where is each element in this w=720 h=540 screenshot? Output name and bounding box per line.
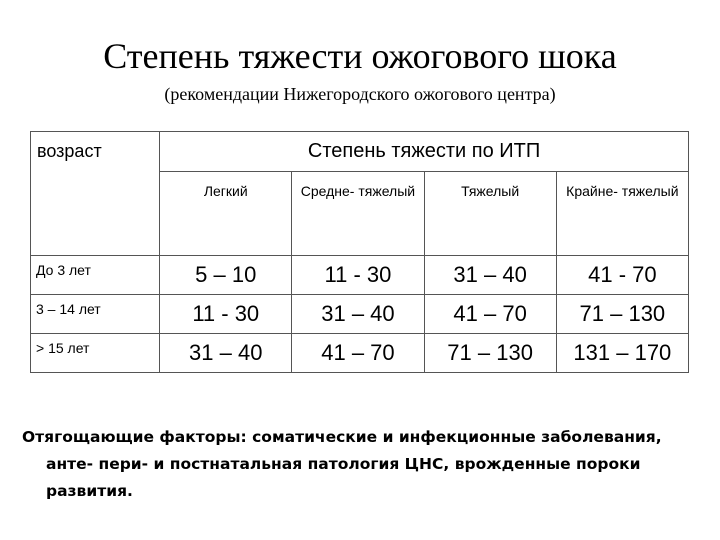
aggravating-factors-text: Отягощающие факторы: соматические и инфекционные заболевания, анте- пери- и постнатальная патология ЦНС, врожденные пороки развития. bbox=[22, 428, 662, 500]
severity-table bbox=[30, 131, 689, 373]
value-cell: 71 – 130 bbox=[424, 334, 556, 373]
value-cell: 5 – 10 bbox=[160, 256, 292, 295]
value-cell: 11 - 30 bbox=[292, 256, 424, 295]
age-header: возраст bbox=[31, 132, 160, 256]
slide-title: Степень тяжести ожогового шока bbox=[103, 36, 617, 76]
age-cell: 3 – 14 лет bbox=[31, 295, 160, 334]
slide-subtitle: (рекомендации Нижегородского ожогового центра) bbox=[164, 84, 556, 104]
severity-group-header: Степень тяжести по ИТП bbox=[160, 132, 689, 172]
column-header-light: Легкий bbox=[160, 172, 292, 256]
value-cell: 31 – 40 bbox=[160, 334, 292, 373]
value-cell: 31 – 40 bbox=[424, 256, 556, 295]
value-cell: 71 – 130 bbox=[556, 295, 688, 334]
column-header-moderate: Средне- тяжелый bbox=[292, 172, 424, 256]
value-cell: 11 - 30 bbox=[160, 295, 292, 334]
value-cell: 41 – 70 bbox=[292, 334, 424, 373]
value-cell: 131 – 170 bbox=[556, 334, 688, 373]
age-cell: > 15 лет bbox=[31, 334, 160, 373]
value-cell: 31 – 40 bbox=[292, 295, 424, 334]
column-header-extreme: Крайне- тяжелый bbox=[556, 172, 688, 256]
column-header-severe: Тяжелый bbox=[424, 172, 556, 256]
table-row bbox=[31, 295, 689, 334]
table-row bbox=[31, 334, 689, 373]
value-cell: 41 - 70 bbox=[556, 256, 688, 295]
value-cell: 41 – 70 bbox=[424, 295, 556, 334]
table-row bbox=[31, 256, 689, 295]
age-cell: До 3 лет bbox=[31, 256, 160, 295]
